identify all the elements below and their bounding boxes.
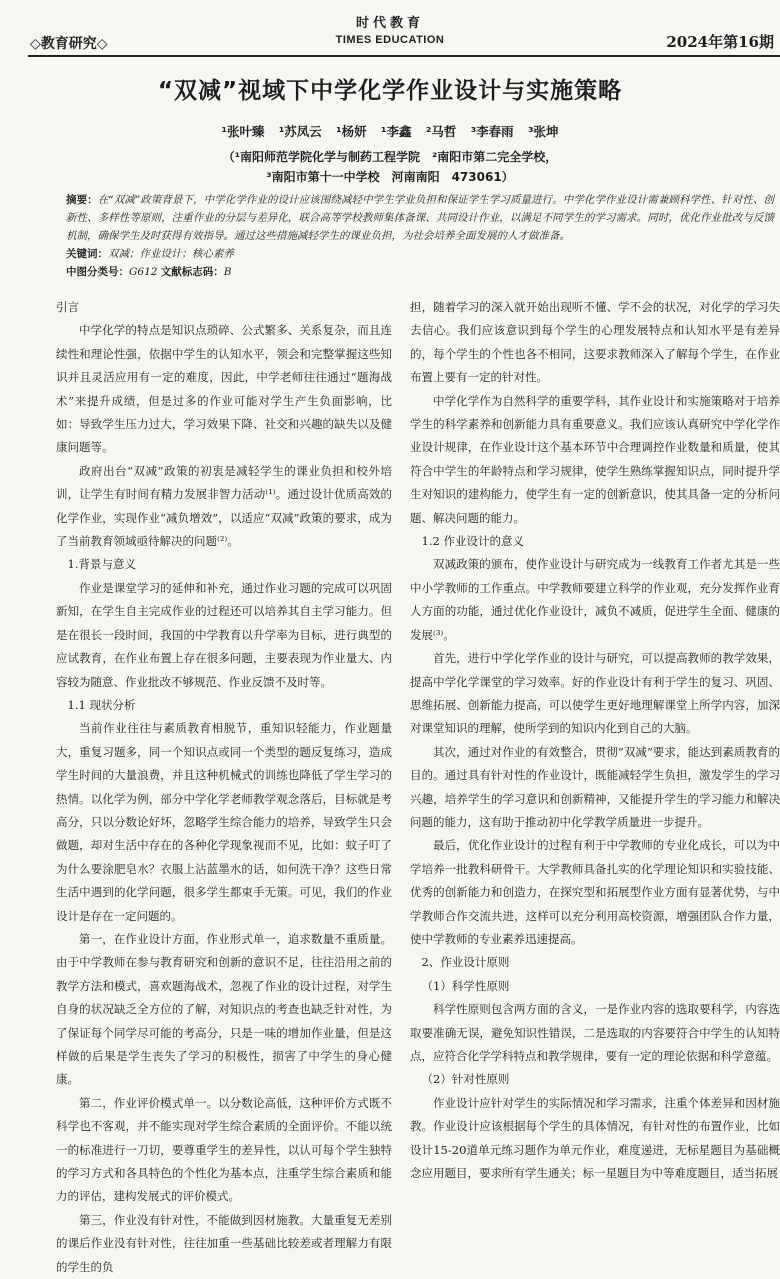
body-paragraph: 第一，在作业设计方面，作业形式单一，追求数量不重质量。由于中学教师在参与教育研究和创新的意识不足，往往沿用之前的教学方法和模式，喜欢题海战术，忽视了作业的设计过程，对学生自身的状况缺乏全方位的了解，对知识点的考查也缺乏针对性，为了保证每个同学尽可能的考高分，只是一味的增加作业量，但是这样做的后果是学生丧失了学习的积极性，损害了中学生的身心健康。	[56, 931, 392, 1087]
keywords-text: 双减；作业设计；核心素养	[108, 248, 234, 260]
affiliation-line-1: （¹南阳师范学院化学与制药工程学院 ²南阳市第二完全学校，	[222, 150, 558, 164]
author: ²马哲	[425, 124, 457, 139]
body-paragraph: 第三，作业没有针对性，不能做到因材施教。大量重复无差别的课后作业没有针对性，往往加重一些基础比较差或者理解力有限的学生的负	[56, 1212, 392, 1274]
body-paragraph: 最后，优化作业设计的过程有利于中学教师的专业化成长，可以为中学培养一批教科研骨干。大学教师具备扎实的化学理论知识和实验技能、优秀的创新能力和创造力，在探究型和拓展型作业方面有显著优势，与中学教师合作交流共进，这样可以充分利用高校资源，增强团队合作力量，使中学教师的专业素养迅速提高。	[410, 838, 780, 946]
body-paragraph: 作业是课堂学习的延伸和补充，通过作业习题的完成可以巩固新知，在学生自主完成作业的过程还可以培养其自主学习能力。但是在很长一段时间，我国的中学教育以升学率为目标，进行典型的应试教育，在作业布置上存在很多问题，主要表现为作业量大、内容较为随意、作业批改不够规范、作业反馈不及时等。	[56, 580, 392, 689]
subsection-heading: （1）科学性原则	[421, 978, 510, 993]
subsection-heading: 1.1 现状分析	[67, 697, 136, 712]
section-heading: 2、作业设计原则	[421, 955, 510, 970]
page-header	[0, 0, 780, 56]
body-paragraph: 中学化学作为自然科学的重要学科，其作业设计和实施策略对于培养学生的科学素养和创新能力具有重要意义。我们应该认真研究中学化学作业设计规律，在作业设计这个基本环节中合理调控作业数量和质量，使其符合中学生的年龄特点和学习规律，使学生熟练掌握知识点，同时提升学生对知识的建构能力，使学生有一定的创新意识，使其具备一定的分析问题、解决问题的能力。	[410, 393, 780, 525]
author: ¹李鑫	[381, 124, 412, 139]
classification-code: G612	[129, 266, 158, 278]
author: ³李春雨	[470, 124, 514, 139]
journal-name-cn: 时代教育	[355, 16, 424, 31]
body-column-left	[56, 296, 392, 1279]
body-paragraph: 当前作业往往与素质教育相脱节，重知识轻能力，作业题量大，重复习题多，同一个知识点或同一个类型的题反复练习，造成学生时间的大量浪费，并且这种机械式的训练也降低了学生学习的热情。以化学为例，部分中学化学老师教学观念落后，目标就是考高分，只以分数论好坏，忽略学生综合能力的培养，导致学生只会做题，却对生活中存在的各种化学现象视而不见，比如：蚊子叮了为什么要涂肥皂水？衣服上沾蓝墨水的话，如何洗干净？这些日常生活中遇到的化学问题，很多学生都束手无策。可见，我们的作业设计是存在一定问题的。	[56, 721, 392, 923]
body-paragraph: 科学性原则包含两方面的含义，一是作业内容的选取要科学，内容选取要准确无误，避免知识性错误，二是选取的内容要符合中学生的认知特点，应符合化学学科特点和教学规律，要有一定的理论依据和科学意蕴。	[410, 1002, 780, 1063]
keywords	[66, 246, 234, 261]
classification-label: 中图分类号：	[66, 266, 129, 278]
doc-code: B	[223, 266, 232, 278]
article-title: “双减”视域下中学化学作业设计与实施策略	[157, 78, 623, 104]
section-label: ◇教育研究◇	[30, 36, 108, 52]
author: ¹苏凤云	[278, 124, 322, 139]
subsection-heading: （2）针对性原则	[421, 1072, 510, 1087]
affiliation-line-2: ³南阳市第十一中学校 河南南阳 473061）	[266, 170, 514, 184]
body-paragraph: 中学化学的特点是知识点琐碎、公式繁多、关系复杂，而且连续性和理论性强，依据中学生的认知水平，领会和完整掌握这些知识并且灵活应用有一定的难度，因此，中学老师往往通过“题海战术”来提升成绩，但是过多的作业可能对学生产生负面影响，比如：导致学生压力过大，学习效果下降、社交和兴趣的缺失以及健康问题等。	[56, 323, 392, 455]
body-paragraph: 其次，通过对作业的有效整合，贯彻“双减”要求，能达到素质教育的目的。通过具有针对性的作业设计，既能减轻学生负担，激发学生的学习兴趣，培养学生的学习意识和创新精神，又能提升学生的学习能力和解决问题的能力，这有助于推动初中化学教学质量进一步提升。	[410, 744, 780, 829]
author: ¹杨妍	[336, 124, 367, 139]
body-paragraph: 双减政策的颁布，使作业设计与研究成为一线教育工作者尤其是一些中小学教师的工作重点。中学教师要建立科学的作业观，充分发挥作业育人方面的功能，通过优化作业设计，减负不减质，促进学生全面、健康的发展⁽³⁾。	[410, 557, 780, 642]
author: ¹张叶臻	[221, 124, 265, 139]
section-heading: 引言	[56, 300, 79, 314]
subsection-heading: 1.2 作业设计的意义	[421, 534, 524, 549]
doc-code-label: 文献标志码：	[160, 266, 224, 278]
author: ³张坤	[528, 124, 559, 139]
header-divider	[28, 55, 780, 57]
body-paragraph: 担，随着学习的深入就开始出现听不懂、学不会的状况，对化学的学习失去信心。我们应该意识到每个学生的心理发展特点和认知水平是有差异的，每个学生的个性也各不相同，这要求教师深入了解每个学生，在作业布置上要有一定的针对性。	[410, 300, 780, 385]
body-paragraph: 政府出台“双减”政策的初衷是减轻学生的课业负担和校外培训，让学生有时间有精力发展非智力活动⁽¹⁾。通过设计优质高效的化学作业，实现作业“减负增效”，以适应“双减”政策的要求，成为了当前教育领域亟待解决的问题⁽²⁾。	[56, 463, 392, 549]
issue-label: 2024年第16期	[666, 33, 774, 51]
author-list	[0, 122, 780, 140]
body-paragraph: 作业设计应针对学生的实际情况和学习需求，注重个体差异和因材施教。作业设计应该根据每个学生的具体情况，有针对性的布置作业，比如设计15-20道单元练习题作为单元作业，难度递进，无标星题目为基础概念应用题目，要求所有学生通关；标一星题目为中等难度题目，适当拓展	[410, 1095, 780, 1181]
body-paragraph: 第二，作业评价模式单一。以分数论高低，这种评价方式既不科学也不客观，并不能实现对学生综合素质的全面评价。不能以统一的标准进行一刀切，要尊重学生的差异性，以认可每个学生独特的学习方式和各具特色的个性化为基本点，注重学生综合素质和能力的评估，建构发展式的评价模式。	[56, 1095, 392, 1204]
abstract	[66, 191, 774, 245]
classification-line	[66, 264, 232, 279]
journal-name-en: TIMES EDUCATION	[335, 34, 445, 46]
section-heading: 1.背景与意义	[67, 557, 136, 572]
body-column-right	[410, 296, 780, 1185]
body-paragraph: 首先，进行中学化学作业的设计与研究，可以提高教师的教学效果，提高中学化学课堂的学习效率。好的作业设计有利于学生的复习、巩固、思维拓展、创新能力提高，可以使学生更好地理解课堂上所学内容，加深对课堂知识的理解，使所学到的知识内化到自己的大脑。	[410, 651, 780, 736]
keywords-label: 关键词：	[66, 248, 108, 260]
abstract-label: 摘要：	[66, 194, 98, 206]
abstract-text: 在“双减”政策背景下，中学化学作业的设计应该围绕减轻中学生学业负担和保证学生学习质量进行。中学化学作业设计需兼顾科学性、针对性、创新性、多样性等原则，注重作业的分层与差异化，联合高等学校教师集体备课、共同设计作业，以满足不同学生的学习需求。同时，优化作业批改与反馈机制，确保学生及时获得有效指导。通过这些措施减轻学生的课业负担，为社会培养全面发展的人才做准备。	[66, 194, 775, 242]
